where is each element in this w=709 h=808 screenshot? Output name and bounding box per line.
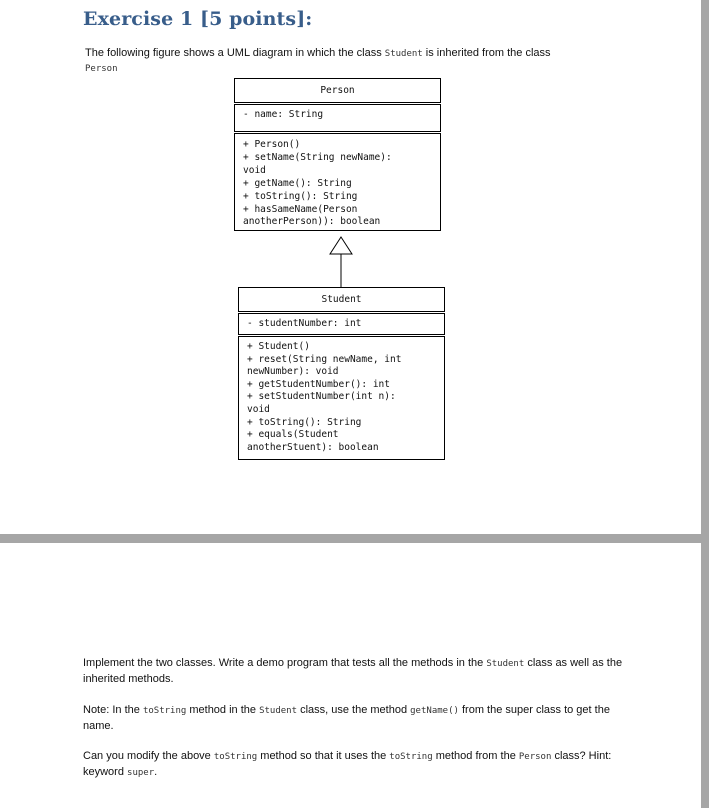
note-text-2: method in the <box>186 704 260 716</box>
person-method-line: + hasSameName(Person <box>243 203 358 215</box>
note-text-1: Note: In the <box>83 704 143 716</box>
student-attribute: - studentNumber: int <box>247 318 362 329</box>
implement-text-1: Implement the two classes. Write a demo program that tests all the methods in the <box>83 657 487 669</box>
student-method-line: + Student() <box>247 341 310 352</box>
person-attribute: - name: String <box>243 109 324 120</box>
intro-code-student: Student <box>384 49 423 59</box>
modify-text-1: Can you modify the above <box>83 750 214 762</box>
inheritance-arrow <box>328 236 354 288</box>
modify-code-super: super <box>127 768 155 778</box>
note-text-3: class, use the method <box>297 704 411 716</box>
person-method-line: + getName(): String <box>243 177 352 189</box>
student-methods-list <box>239 337 444 454</box>
student-method-line: void <box>247 403 270 415</box>
intro-code-person: Person <box>85 64 118 74</box>
note-paragraph <box>83 703 628 734</box>
student-method-line: newNumber): void <box>247 366 339 378</box>
person-method-line: + Person() <box>243 139 301 150</box>
student-class-name-box <box>238 287 445 312</box>
intro-text-2: is inherited from the class <box>422 47 551 59</box>
modify-text-4: class? Hint: keyword <box>83 750 612 778</box>
student-class-name: Student <box>321 294 362 305</box>
student-method-line: + equals(Student <box>247 429 339 441</box>
exercise-title: Exercise 1 [5 points]: <box>83 8 313 30</box>
person-method-line: anotherPerson)): boolean <box>243 216 381 228</box>
person-methods-box <box>234 133 441 231</box>
person-method-line: + toString(): String <box>243 190 358 202</box>
student-method-line: + setStudentNumber(int n): <box>247 391 396 403</box>
student-method-line: anotherStuent): boolean <box>247 441 379 453</box>
note-code-student: Student <box>259 706 298 716</box>
student-attributes-box <box>238 313 445 335</box>
student-method-line: + reset(String newName, int <box>247 353 402 365</box>
modify-code-tostring-1: toString <box>213 752 258 762</box>
person-class-name-box <box>234 78 441 103</box>
person-class-name: Person <box>320 85 355 96</box>
modify-code-person: Person <box>518 752 552 762</box>
note-text-4: from the super class to get the name. <box>83 704 610 732</box>
implement-text-2: class as well as the inherited methods. <box>83 657 623 685</box>
note-code-getname: getName() <box>410 706 459 716</box>
person-method-line: + setName(String newName): <box>243 151 392 163</box>
student-methods-box <box>238 336 445 460</box>
person-method-line: void <box>243 164 266 176</box>
document-page-2 <box>0 543 701 808</box>
intro-paragraph <box>85 46 625 76</box>
implement-paragraph <box>83 656 628 687</box>
modify-code-tostring-2: toString <box>389 752 433 762</box>
person-methods-list <box>235 134 440 229</box>
inheritance-arrow-head <box>330 237 352 254</box>
student-method-line: + getStudentNumber(): int <box>247 378 390 390</box>
person-attributes-box <box>234 104 441 132</box>
student-method-line: + toString(): String <box>247 416 362 428</box>
modify-text-3: method from the <box>432 750 519 762</box>
intro-text-1: The following figure shows a UML diagram in which the class <box>85 47 385 59</box>
note-code-tostring: toString <box>142 706 187 716</box>
modify-text-2: method so that it uses the <box>257 750 390 762</box>
modify-text-5: . <box>154 766 158 778</box>
modify-paragraph <box>83 749 628 781</box>
implement-code-student: Student <box>486 659 525 669</box>
